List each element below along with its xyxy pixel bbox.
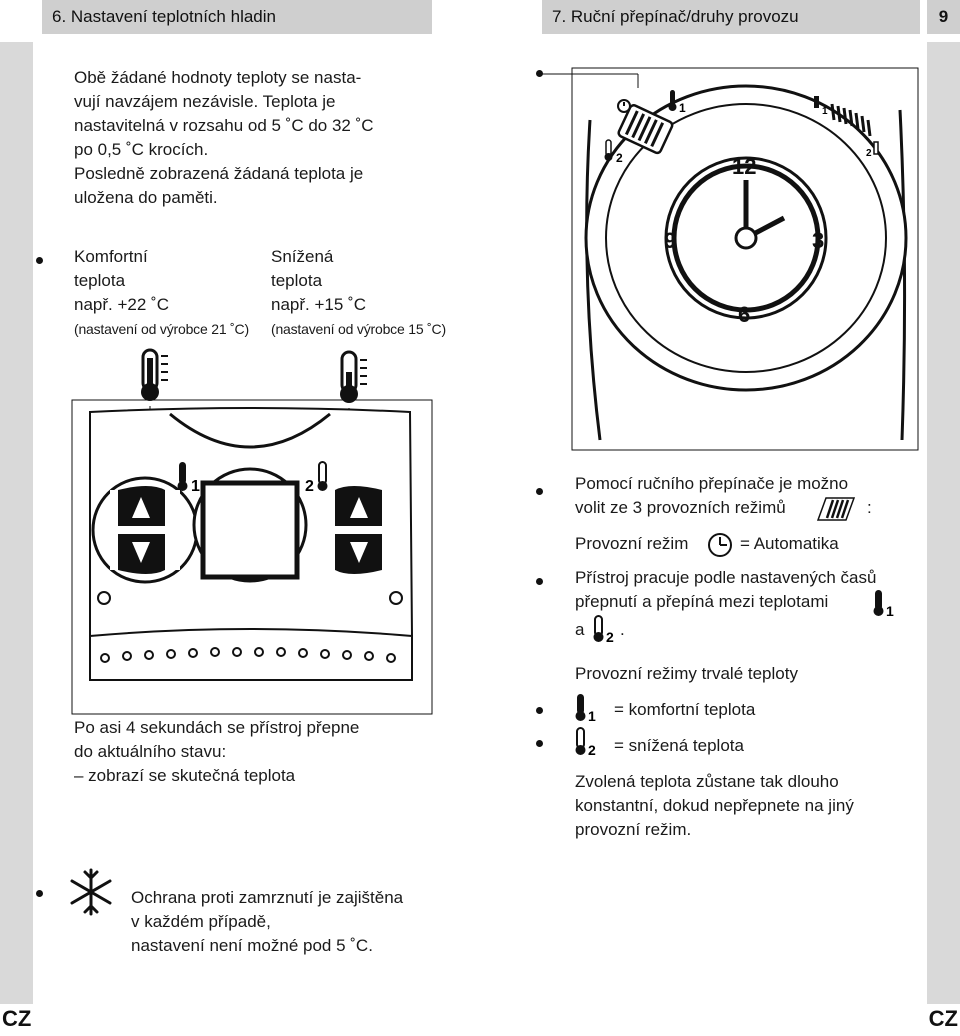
clock-icon bbox=[707, 532, 733, 558]
intro-line-2: vují navzájem nezávisle. Teplota je bbox=[74, 92, 336, 111]
clock-numeral-6: 6 bbox=[738, 302, 751, 327]
section-6-title: 6. Nastavení teplotních hladin bbox=[42, 0, 432, 34]
thermometer-reduced-icon bbox=[592, 614, 620, 644]
intro-line-1: Obě žádané hodnoty teploty se nasta- bbox=[74, 68, 362, 87]
comfort-label-1: Komfortní bbox=[74, 247, 148, 266]
reduced-mode-line: = snížená teplota bbox=[614, 736, 744, 755]
thermometer-half-icon bbox=[340, 352, 367, 403]
footer-lang-right: CZ bbox=[928, 1006, 958, 1031]
thermometer-comfort-icon bbox=[574, 692, 602, 724]
svg-text:2: 2 bbox=[305, 478, 314, 495]
footer-lang-left: CZ bbox=[2, 1006, 32, 1031]
after-line-3: – zobrazí se skutečná teplota bbox=[74, 766, 296, 785]
svg-text:2: 2 bbox=[866, 148, 872, 159]
closing-line-1: Zvolená teplota zůstane tak dlouho bbox=[575, 772, 839, 791]
reduced-factory: (nastavení od výrobce 15 ˚C) bbox=[271, 321, 446, 337]
after-line-2: do aktuálního stavu: bbox=[74, 742, 227, 761]
bullet-dot bbox=[536, 578, 543, 585]
manual-switch-colon: : bbox=[867, 498, 872, 517]
svg-text:1: 1 bbox=[191, 478, 200, 495]
svg-text:1: 1 bbox=[679, 101, 686, 115]
frost-line-1: Ochrana proti zamrznutí je zajištěna bbox=[131, 888, 404, 907]
clock-switch-illustration bbox=[540, 60, 925, 455]
comfort-factory: (nastavení od výrobce 21 ˚C) bbox=[74, 321, 249, 337]
thermometer-full-icon bbox=[141, 350, 168, 401]
thermometer-reduced-icon bbox=[574, 726, 602, 758]
device-works-and: a bbox=[575, 620, 585, 639]
manual-switch-line-1: Pomocí ručního přepínače je možno bbox=[575, 474, 849, 493]
right-up-button bbox=[335, 486, 382, 526]
reduced-example: např. +15 ˚C bbox=[271, 295, 366, 314]
permanent-modes-heading: Provozní režimy trvalé teploty bbox=[575, 664, 798, 683]
bullet-dot bbox=[536, 707, 543, 714]
left-margin-strip bbox=[0, 42, 33, 1004]
device-works-line-2: přepnutí a přepíná mezi teplotami bbox=[575, 592, 829, 611]
svg-text:1: 1 bbox=[588, 708, 596, 724]
svg-text:1: 1 bbox=[886, 603, 894, 618]
after-line-1: Po asi 4 sekundách se přístroj přepne bbox=[74, 718, 360, 737]
reduced-label-1: Snížená bbox=[271, 247, 334, 266]
right-margin-strip bbox=[927, 42, 960, 1004]
svg-text:2: 2 bbox=[616, 151, 623, 165]
section-7-title: 7. Ruční přepínač/druhy provozu bbox=[542, 0, 920, 34]
left-up-button bbox=[118, 486, 165, 526]
page-number: 9 bbox=[927, 0, 960, 34]
mode-auto-value: = Automatika bbox=[740, 534, 839, 553]
comfort-label-2: teplota bbox=[74, 271, 126, 290]
thermostat-illustration bbox=[60, 340, 440, 720]
device-works-period: . bbox=[620, 620, 625, 639]
bullet-dot bbox=[536, 488, 543, 495]
comfort-mode-line: = komfortní teplota bbox=[614, 700, 756, 719]
bullet-dot bbox=[536, 740, 543, 747]
clock-numeral-9: 9 bbox=[664, 228, 677, 253]
bullet-dot bbox=[36, 257, 43, 264]
reduced-label-2: teplota bbox=[271, 271, 323, 290]
clock-numeral-12: 12 bbox=[732, 154, 757, 179]
bullet-dot bbox=[36, 890, 43, 897]
closing-line-3: provozní režim. bbox=[575, 820, 692, 839]
slide-switch-icon bbox=[816, 494, 858, 524]
svg-text:2: 2 bbox=[588, 742, 596, 758]
clock-numeral-3: 3 bbox=[812, 228, 825, 253]
intro-line-4: po 0,5 ˚C krocích. bbox=[74, 140, 209, 159]
intro-line-6: uložena do paměti. bbox=[74, 188, 218, 207]
right-down-button bbox=[335, 534, 382, 574]
comfort-example: např. +22 ˚C bbox=[74, 295, 169, 314]
closing-line-2: konstantní, dokud nepřepnete na jiný bbox=[575, 796, 854, 815]
snowflake-icon bbox=[66, 866, 116, 918]
manual-switch-line-2: volit ze 3 provozních režimů bbox=[575, 498, 786, 517]
device-works-line-1: Přístroj pracuje podle nastavených časů bbox=[575, 568, 877, 587]
thermometer-comfort-icon bbox=[872, 588, 898, 618]
svg-text:2: 2 bbox=[606, 629, 614, 644]
frost-line-2: v každém případě, bbox=[131, 912, 271, 931]
frost-line-3: nastavení není možné pod 5 ˚C. bbox=[131, 936, 373, 955]
left-down-button bbox=[118, 534, 165, 574]
mode-auto-label: Provozní režim bbox=[575, 534, 689, 553]
svg-text:1: 1 bbox=[822, 106, 828, 117]
intro-line-3: nastavitelná v rozsahu od 5 ˚C do 32 ˚C bbox=[74, 116, 374, 135]
intro-line-5: Posledně zobrazená žádaná teplota je bbox=[74, 164, 364, 183]
